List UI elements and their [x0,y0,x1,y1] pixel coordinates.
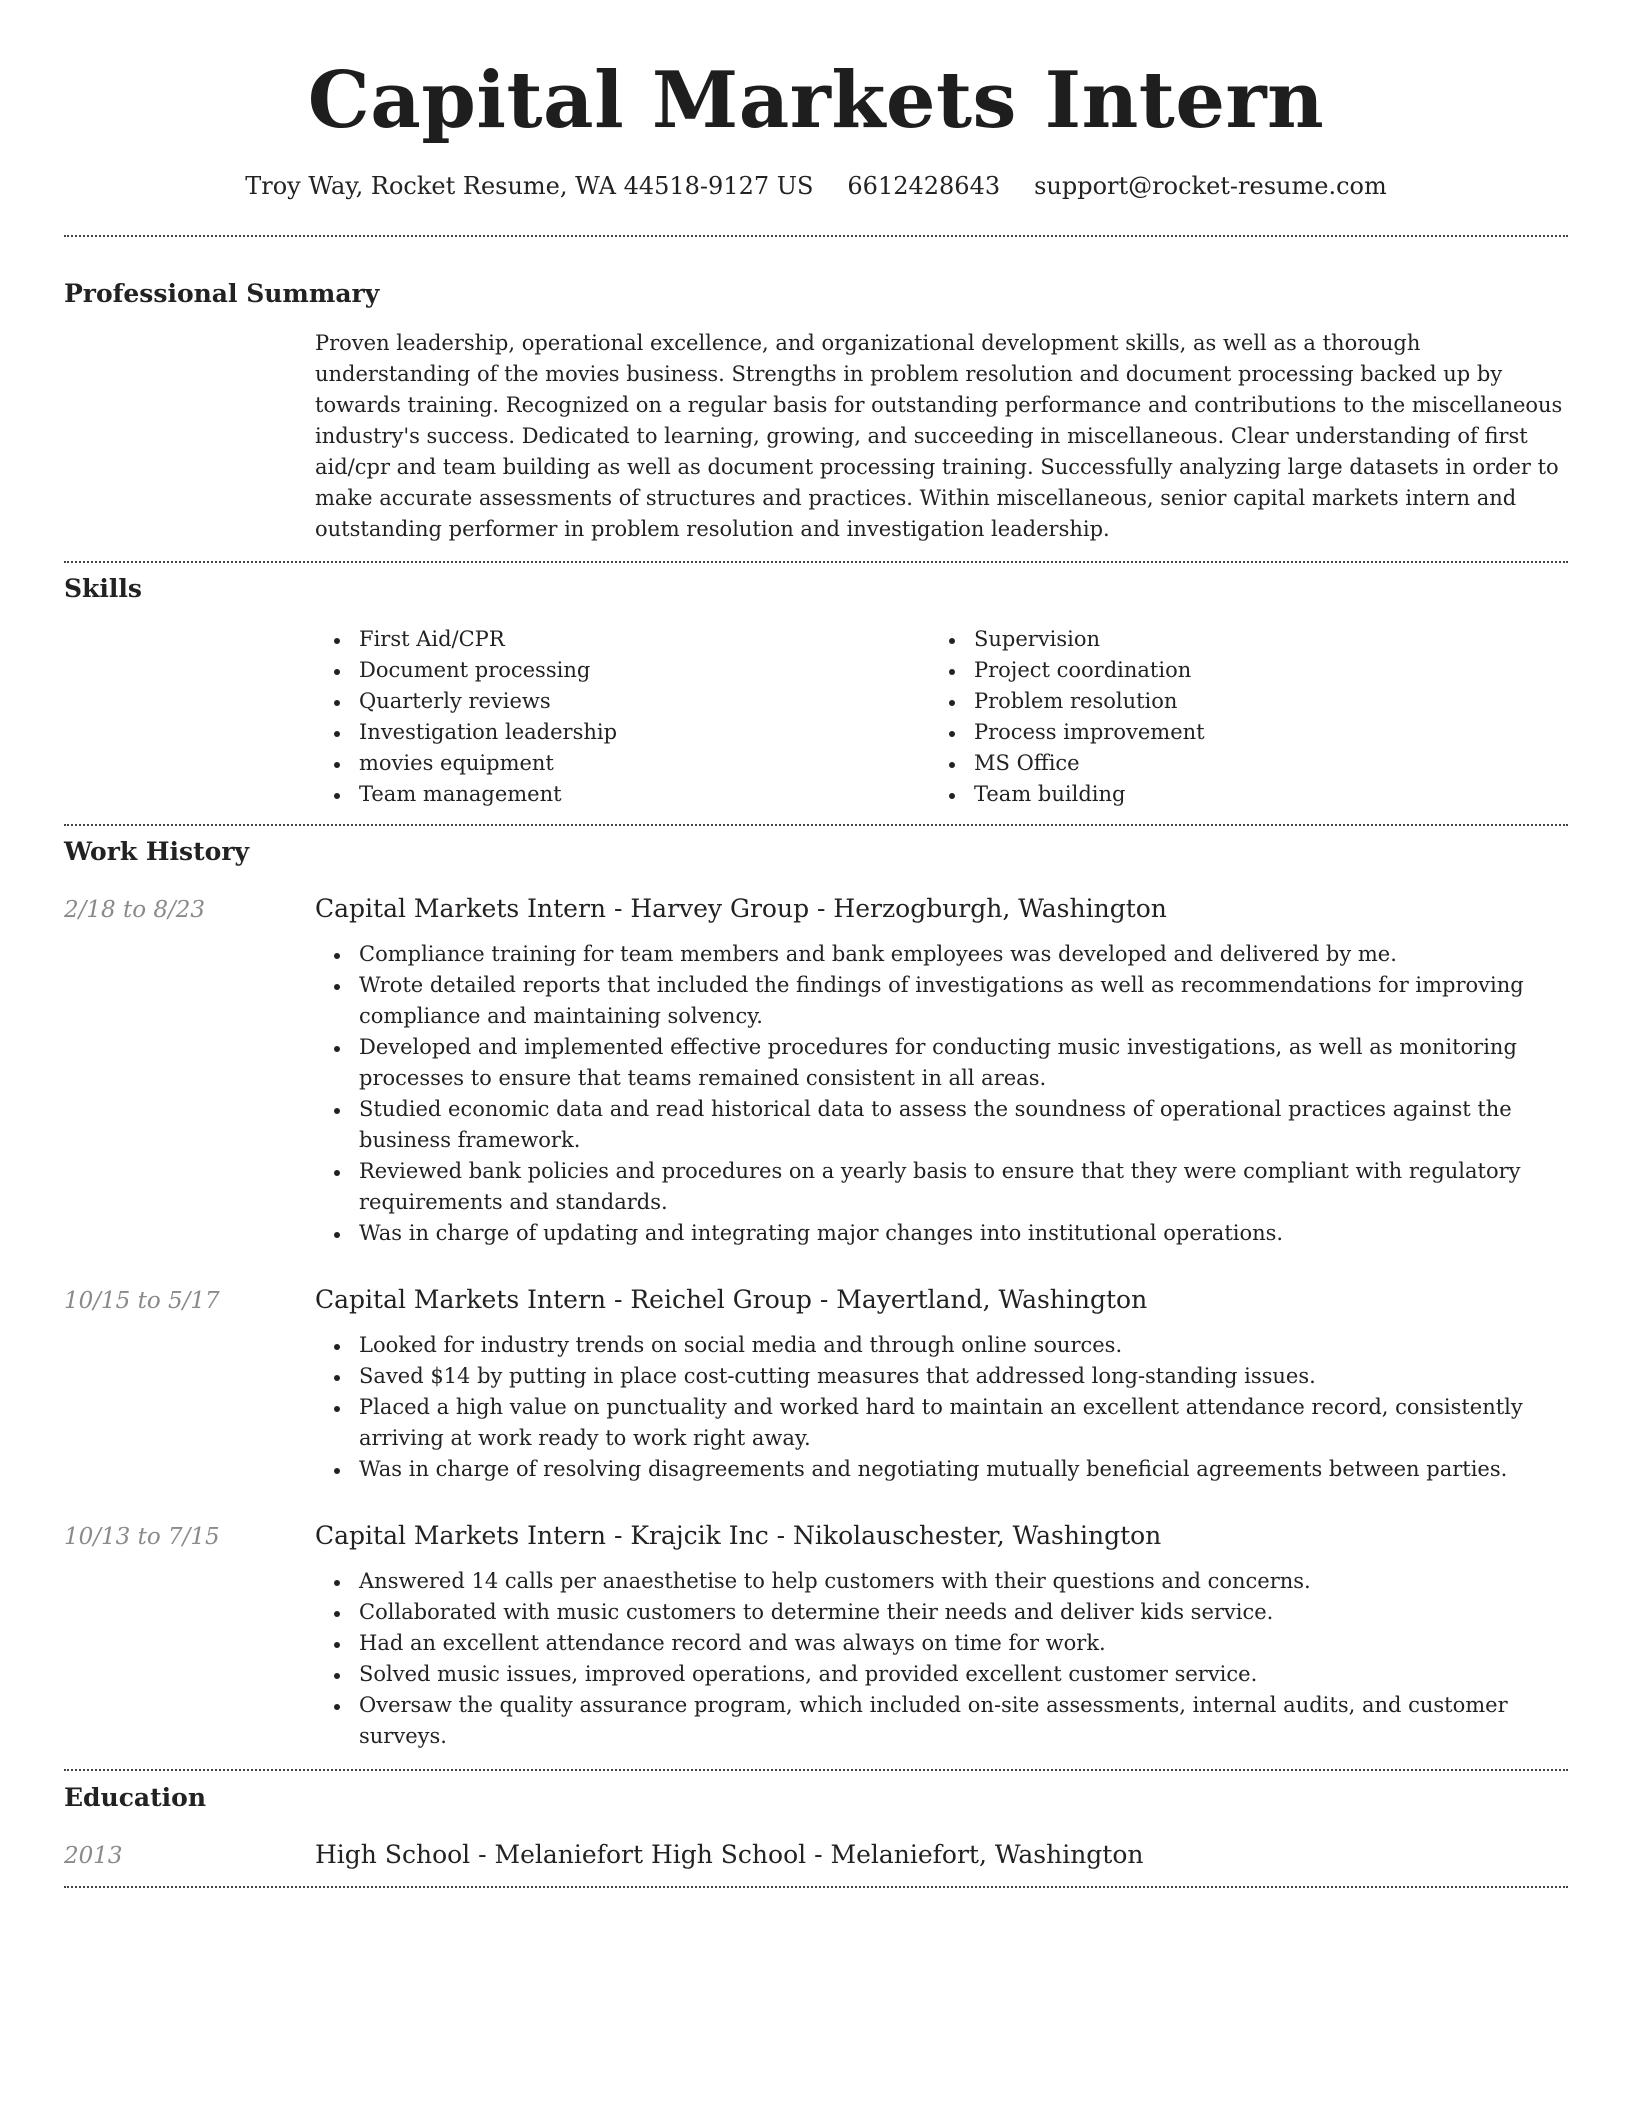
list-item: Problem resolution [930,686,1545,717]
job-dates: 10/13 to 7/15 [64,1524,220,1550]
education-title: High School - Melaniefort High School - Melaniefort, Washington [315,1840,1144,1869]
list-item: movies equipment [315,748,930,779]
contact-email: support@rocket-resume.com [1034,172,1387,200]
job-duties-list [315,1330,1568,1485]
list-item: Project coordination [930,655,1545,686]
section-divider [64,235,1568,237]
list-item: Investigation leadership [315,717,930,748]
section-divider [64,1769,1568,1771]
work-history-section [64,894,1568,1752]
contact-address: Troy Way, Rocket Resume, WA 44518-9127 US [245,172,814,200]
list-item: Process improvement [930,717,1545,748]
job-entry [64,894,1568,1249]
resume-page [64,0,1568,1888]
list-item: Looked for industry trends on social media and through online sources. [315,1330,1568,1361]
skills-heading: Skills [64,574,142,603]
education-heading: Education [64,1783,207,1812]
skills-list-left [315,624,930,810]
job-duties-list [315,1566,1568,1752]
list-item: First Aid/CPR [315,624,930,655]
education-entry [64,1840,1568,1869]
education-section [64,1840,1568,1869]
job-entry [64,1521,1568,1752]
contact-line [64,172,1568,200]
job-dates: 10/15 to 5/17 [64,1288,220,1314]
job-dates: 2/18 to 8/23 [64,897,206,923]
education-year: 2013 [64,1843,123,1869]
contact-phone: 6612428643 [847,172,1001,200]
list-item: Compliance training for team members and bank employees was developed and delivered by me. [315,939,1568,970]
list-item: Answered 14 calls per anaesthetise to help customers with their questions and concerns. [315,1566,1568,1597]
section-divider [64,1886,1568,1888]
list-item: Was in charge of resolving disagreements and negotiating mutually beneficial agreements between parties. [315,1454,1568,1485]
list-item: Team management [315,779,930,810]
list-item: Reviewed bank policies and procedures on a yearly basis to ensure that they were compliant with regulatory requirements and standards. [315,1156,1568,1218]
list-item: Oversaw the quality assurance program, which included on-site assessments, internal audits, and customer surveys. [315,1690,1568,1752]
list-item: Placed a high value on punctuality and worked hard to maintain an excellent attendance record, consistently arriving at work ready to work right away. [315,1392,1568,1454]
list-item: Developed and implemented effective procedures for conducting music investigations, as well as monitoring processes to ensure that teams remained consistent in all areas. [315,1032,1568,1094]
list-item: Collaborated with music customers to determine their needs and deliver kids service. [315,1597,1568,1628]
list-item: Had an excellent attendance record and was always on time for work. [315,1628,1568,1659]
job-duties-list [315,939,1568,1249]
list-item: Supervision [930,624,1545,655]
work-history-heading: Work History [64,837,250,866]
list-item: Team building [930,779,1545,810]
list-item: Document processing [315,655,930,686]
list-item: Quarterly reviews [315,686,930,717]
skills-list-right [930,624,1545,810]
job-entry [64,1285,1568,1485]
list-item: Saved $14 by putting in place cost-cutting measures that addressed long-standing issues. [315,1361,1568,1392]
skills-section [64,624,1568,810]
job-title: Capital Markets Intern - Reichel Group - Mayertland, Washington [315,1285,1148,1314]
job-title: Capital Markets Intern - Krajcik Inc - Nikolauschester, Washington [315,1521,1162,1550]
summary-heading: Professional Summary [64,279,380,308]
list-item: MS Office [930,748,1545,779]
job-title: Capital Markets Intern - Harvey Group - Herzogburgh, Washington [315,894,1167,923]
section-divider [64,824,1568,826]
list-item: Wrote detailed reports that included the findings of investigations as well as recommendations for improving compliance and maintaining solvency. [315,970,1568,1032]
list-item: Was in charge of updating and integrating major changes into institutional operations. [315,1218,1568,1249]
resume-name: Capital Markets Intern [307,55,1325,146]
list-item: Solved music issues, improved operations, and provided excellent customer service. [315,1659,1568,1690]
summary-text: Proven leadership, operational excellence, and organizational development skills, as well as a thorough understanding of the movies business. Strengths in problem resolution and document processing backed up by towards training. Recognized on a regular basis for outstanding performance and contributions to the miscellaneous industry's success. Dedicated to learning, growing, and succeeding in miscellaneous. Clear understanding of first aid/cpr and team building as well as document processing training. Successfully analyzing large datasets in order to make accurate assessments of structures and practices. Within miscellaneous, senior capital markets intern and outstanding performer in problem resolution and investigation leadership. [315,331,1563,541]
summary-section [64,328,1568,545]
list-item: Studied economic data and read historical data to assess the soundness of operational practices against the business framework. [315,1094,1568,1156]
section-divider [64,561,1568,563]
